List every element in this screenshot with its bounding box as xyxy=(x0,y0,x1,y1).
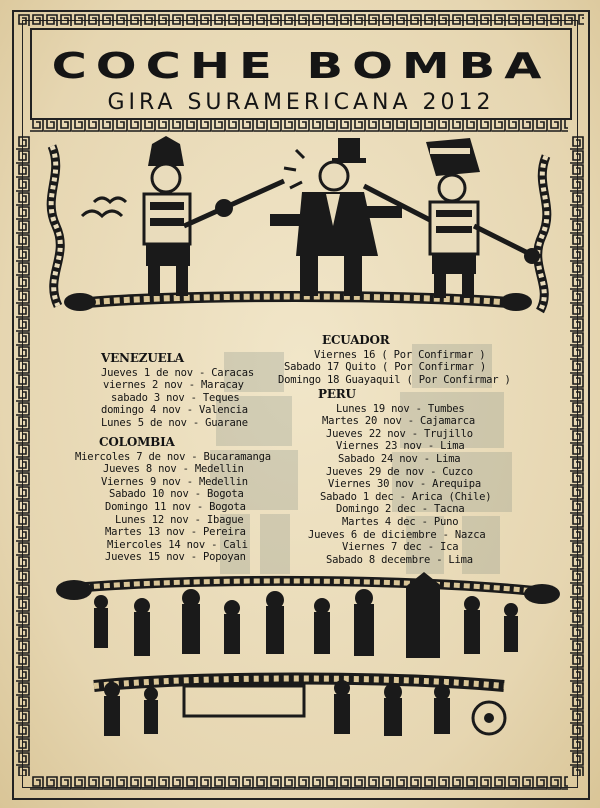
tour-date: sabado 3 nov - Teques xyxy=(111,391,240,404)
tour-date: Lunes 12 nov - Ibague xyxy=(115,513,244,526)
ecuador-section xyxy=(278,333,511,386)
greek-key-border-top xyxy=(30,118,568,132)
tour-date: Jueves 29 de nov - Cuzco xyxy=(326,465,473,478)
greek-key-border-right xyxy=(570,136,584,776)
tour-date: Sabado 8 decembre - Lima xyxy=(326,553,473,566)
tour-date: Viernes 9 nov - Medellin xyxy=(101,475,248,488)
peru-section xyxy=(308,387,492,566)
tour-date: Miercoles 7 de nov - Bucaramanga xyxy=(75,450,271,463)
tour-date: Lunes 19 nov - Tumbes xyxy=(336,402,465,415)
tour-date: Jueves 22 nov - Trujillo xyxy=(326,427,473,440)
tour-date: domingo 4 nov - Valencia xyxy=(101,404,248,417)
tour-date: Sabado 1 dec - Arica (Chile) xyxy=(320,490,492,503)
tour-date: Martes 13 nov - Pereira xyxy=(105,526,246,539)
tour-subtitle: GIRA SURAMERICANA 2012 xyxy=(107,90,495,115)
tour-date: Miercoles 14 nov - Cali xyxy=(107,538,248,551)
tour-date: Jueves 15 nov - Popoyan xyxy=(105,551,246,564)
tour-date: Martes 20 nov - Cajamarca xyxy=(322,415,476,428)
country-heading: VENEZUELA xyxy=(101,351,184,365)
tour-date: Domingo 18 Guayaquil ( Por Confirmar ) xyxy=(278,373,511,386)
country-heading: ECUADOR xyxy=(322,333,390,347)
greek-key-border-left xyxy=(16,136,30,776)
tour-date: Lunes 5 de nov - Guarane xyxy=(101,416,248,429)
tour-date: Viernes 30 nov - Arequipa xyxy=(328,478,482,491)
greek-key-border-bottom xyxy=(30,776,568,790)
band-title: COCHE BOMBA xyxy=(51,45,551,87)
colombia-section xyxy=(75,436,271,564)
tour-date: Jueves 1 de nov - Caracas xyxy=(101,366,255,379)
tour-date: Viernes 7 dec - Ica xyxy=(342,541,459,554)
title-box xyxy=(30,28,572,120)
tour-date: Jueves 8 nov - Medellin xyxy=(103,463,244,476)
country-heading: COLOMBIA xyxy=(99,435,175,449)
tour-date: Viernes 16 ( Por Confirmar ) xyxy=(314,348,486,361)
tour-date: Domingo 2 dec - Tacna xyxy=(336,503,465,516)
tour-date: Sabado 24 nov - Lima xyxy=(338,452,461,465)
tour-date: Martes 4 dec - Puno xyxy=(342,515,459,528)
tour-date: viernes 2 nov - Maracay xyxy=(103,379,244,392)
tour-date: Sabado 17 Quito ( Por Confirmar ) xyxy=(284,361,487,374)
moche-procession-illustration xyxy=(34,568,564,768)
tour-date: Viernes 23 nov - Lima xyxy=(336,440,465,453)
tour-date: Domingo 11 nov - Bogota xyxy=(105,500,246,513)
country-heading: PERU xyxy=(318,387,356,401)
tour-date: Jueves 6 de diciembre - Nazca xyxy=(308,528,486,541)
moche-warriors-illustration xyxy=(34,136,564,346)
venezuela-section xyxy=(101,352,254,430)
greek-key-border-title-top xyxy=(16,14,584,26)
tour-date: Sabado 10 nov - Bogota xyxy=(109,488,244,501)
